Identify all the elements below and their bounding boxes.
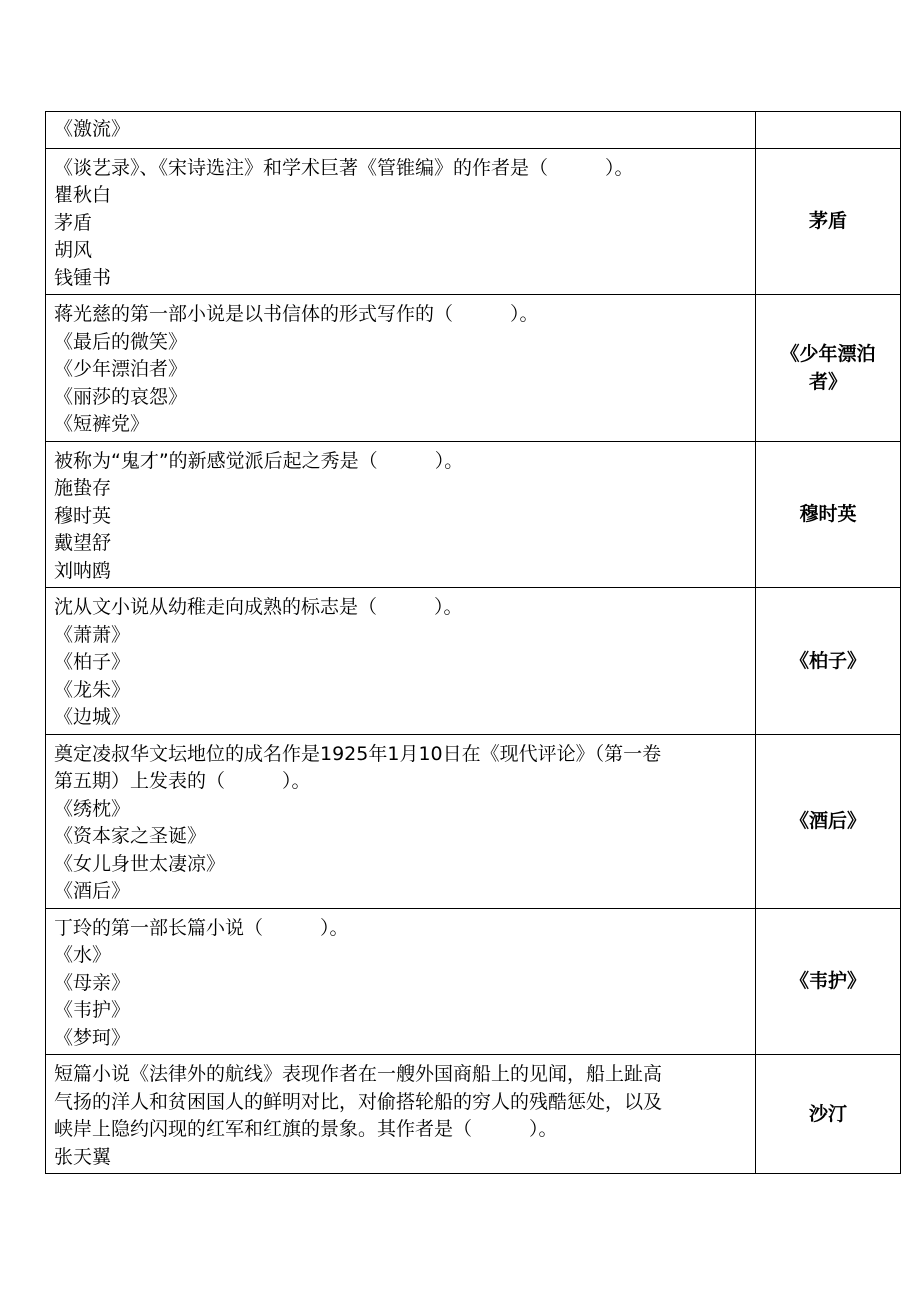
option-text: 戴望舒 xyxy=(54,532,112,554)
option-text: 《激流》 xyxy=(54,118,131,140)
option-text: 钱锺书 xyxy=(54,266,112,289)
answer-text: 《酒后》 xyxy=(789,810,866,832)
option-text: 《丽莎的哀怨》 xyxy=(54,385,188,408)
answer-cell xyxy=(756,295,901,442)
option-text: 穆时英 xyxy=(54,504,112,527)
question-text: 丁玲的第一部长篇小说（ ）。 xyxy=(54,916,349,939)
question-cell xyxy=(46,441,756,588)
option-text: 《柏子》 xyxy=(54,651,131,673)
answer-text: 茅盾 xyxy=(808,210,847,233)
table-row xyxy=(46,588,901,735)
answer-text: 《少年漂泊者》 xyxy=(780,342,876,393)
table-row xyxy=(46,148,901,295)
option-text: 《女儿身世太凄凉》 xyxy=(54,852,226,875)
question-text: 气扬的洋人和贫困国人的鲜明对比，对偷搭轮船的穷人的残酷惩处，以及 xyxy=(54,1090,663,1113)
table-row xyxy=(46,908,901,1055)
answer-cell xyxy=(756,1055,901,1174)
question-cell xyxy=(46,1055,756,1174)
answer-text: 穆时英 xyxy=(799,503,857,526)
question-table xyxy=(45,111,901,1174)
table-row xyxy=(46,441,901,588)
question-text: 沈从文小说从幼稚走向成熟的标志是（ ）。 xyxy=(54,596,463,618)
question-text: 蒋光慈的第一部小说是以书信体的形式写作的（ ）。 xyxy=(54,303,539,325)
option-text: 张天翼 xyxy=(54,1145,112,1168)
question-text: 峡岸上隐约闪现的红军和红旗的景象。其作者是（ ）。 xyxy=(54,1118,558,1140)
answer-cell xyxy=(756,441,901,588)
option-text: 《短裤党》 xyxy=(54,413,150,435)
answer-text: 《韦护》 xyxy=(789,970,866,993)
table-row xyxy=(46,112,901,149)
option-text: 《少年漂泊者》 xyxy=(54,358,188,380)
answer-cell xyxy=(756,148,901,295)
answer-text: 《柏子》 xyxy=(789,649,866,672)
option-text: 瞿秋白 xyxy=(54,184,112,206)
option-text: 《酒后》 xyxy=(54,880,131,902)
question-text: 奠定凌叔华文坛地位的成名作是1925年1月10日在《现代评论》（第一卷 xyxy=(54,742,662,765)
question-cell xyxy=(46,112,756,149)
option-text: 《绣枕》 xyxy=(54,797,131,820)
option-text: 胡风 xyxy=(54,239,93,261)
table-row xyxy=(46,295,901,442)
question-text: 被称为“鬼才”的新感觉派后起之秀是（ ）。 xyxy=(54,449,464,472)
option-text: 《母亲》 xyxy=(54,971,131,994)
question-cell xyxy=(46,908,756,1055)
answer-cell xyxy=(756,112,901,149)
option-text: 《梦珂》 xyxy=(54,1026,131,1049)
option-text: 刘呐鸥 xyxy=(54,559,112,582)
option-text: 《韦护》 xyxy=(54,999,131,1021)
answer-cell xyxy=(756,734,901,908)
option-text: 《边城》 xyxy=(54,706,131,728)
question-text: 《谈艺录》、《宋诗选注》和学术巨著《管锥编》的作者是（ ）。 xyxy=(54,156,634,179)
question-cell xyxy=(46,734,756,908)
option-text: 《龙朱》 xyxy=(54,678,131,701)
question-text: 短篇小说《法律外的航线》表现作者在一艘外国商船上的见闻，船上趾高 xyxy=(54,1063,663,1085)
question-cell xyxy=(46,295,756,442)
option-text: 茅盾 xyxy=(54,211,93,234)
answer-cell xyxy=(756,908,901,1055)
option-text: 《萧萧》 xyxy=(54,623,131,646)
question-cell xyxy=(46,588,756,735)
answer-text: 沙汀 xyxy=(808,1103,847,1125)
option-text: 《水》 xyxy=(54,944,112,966)
question-cell xyxy=(46,148,756,295)
answer-cell xyxy=(756,588,901,735)
table-row xyxy=(46,734,901,908)
question-text: 第五期）上发表的（ ）。 xyxy=(54,770,311,792)
option-text: 《资本家之圣诞》 xyxy=(54,825,207,847)
option-text: 《最后的微笑》 xyxy=(54,330,188,353)
table-row xyxy=(46,1055,901,1174)
option-text: 施蛰存 xyxy=(54,477,112,499)
